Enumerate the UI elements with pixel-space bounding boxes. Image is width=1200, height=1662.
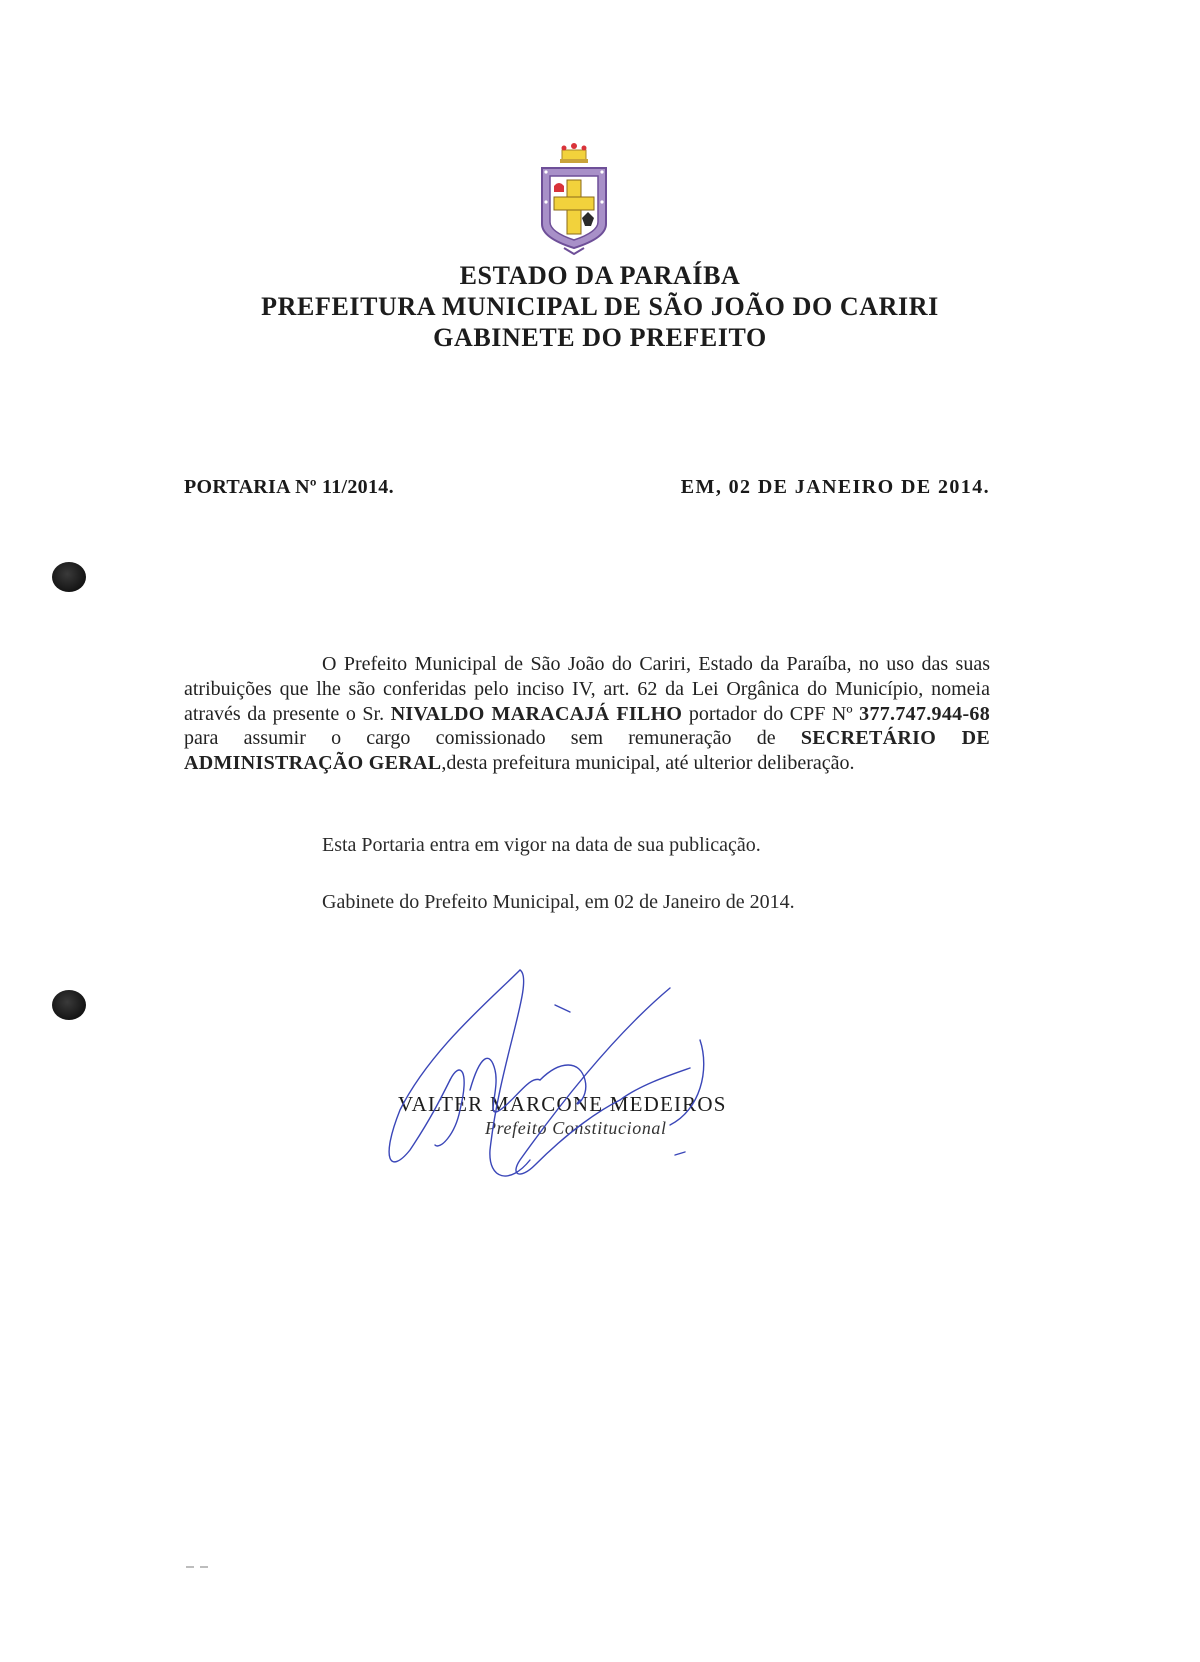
appointee-name: NIVALDO MARACAJÁ FILHO (390, 702, 683, 725)
header-office: GABINETE DO PREFEITO (433, 323, 767, 352)
effective-clause: Esta Portaria entra em vigor na data de sua publicação. (322, 834, 761, 856)
header-state: ESTADO DA PARAÍBA (459, 261, 741, 290)
header-municipality: PREFEITURA MUNICIPAL DE SÃO JOÃO DO CARIRI (261, 292, 939, 321)
handwritten-signature (370, 960, 750, 1200)
body-text-a: O Prefeito Municipal de São João do Cariri, Estado da Paraíba, no uso das suas atribuições que lhe são conferidas pelo inciso IV, art. 62 da Lei Orgânica do Município, nomeia através da presente o Sr. (184, 653, 990, 725)
body-text-d: ,desta prefeitura municipal, até ulterior deliberação. (441, 752, 855, 775)
place-date-clause: Gabinete do Prefeito Municipal, em 02 de Janeiro de 2014. (322, 891, 795, 913)
portaria-number: PORTARIA Nº 11/2014. (184, 476, 394, 498)
coat-of-arms-icon (536, 142, 612, 258)
punch-hole-top (52, 562, 86, 592)
scan-mark (186, 1566, 194, 1568)
signatory-name: VALTER MARCONE MEDEIROS (398, 1092, 727, 1116)
scan-mark (200, 1566, 208, 1568)
appointee-cpf: 377.747.944-68 (859, 702, 991, 725)
document-header (0, 260, 1200, 353)
body-text-c: para assumir o cargo comissionado sem remuneração de (184, 727, 776, 750)
punch-hole-bottom (52, 990, 86, 1020)
body-text-b: portador do CPF Nº (688, 702, 853, 725)
nomination-paragraph (184, 652, 990, 776)
signatory-title: Prefeito Constitucional (485, 1118, 667, 1138)
appointed-office: SECRETÁRIO DE ADMINISTRAÇÃO GERAL (184, 727, 991, 775)
portaria-date: EM, 02 DE JANEIRO DE 2014. (680, 476, 990, 498)
